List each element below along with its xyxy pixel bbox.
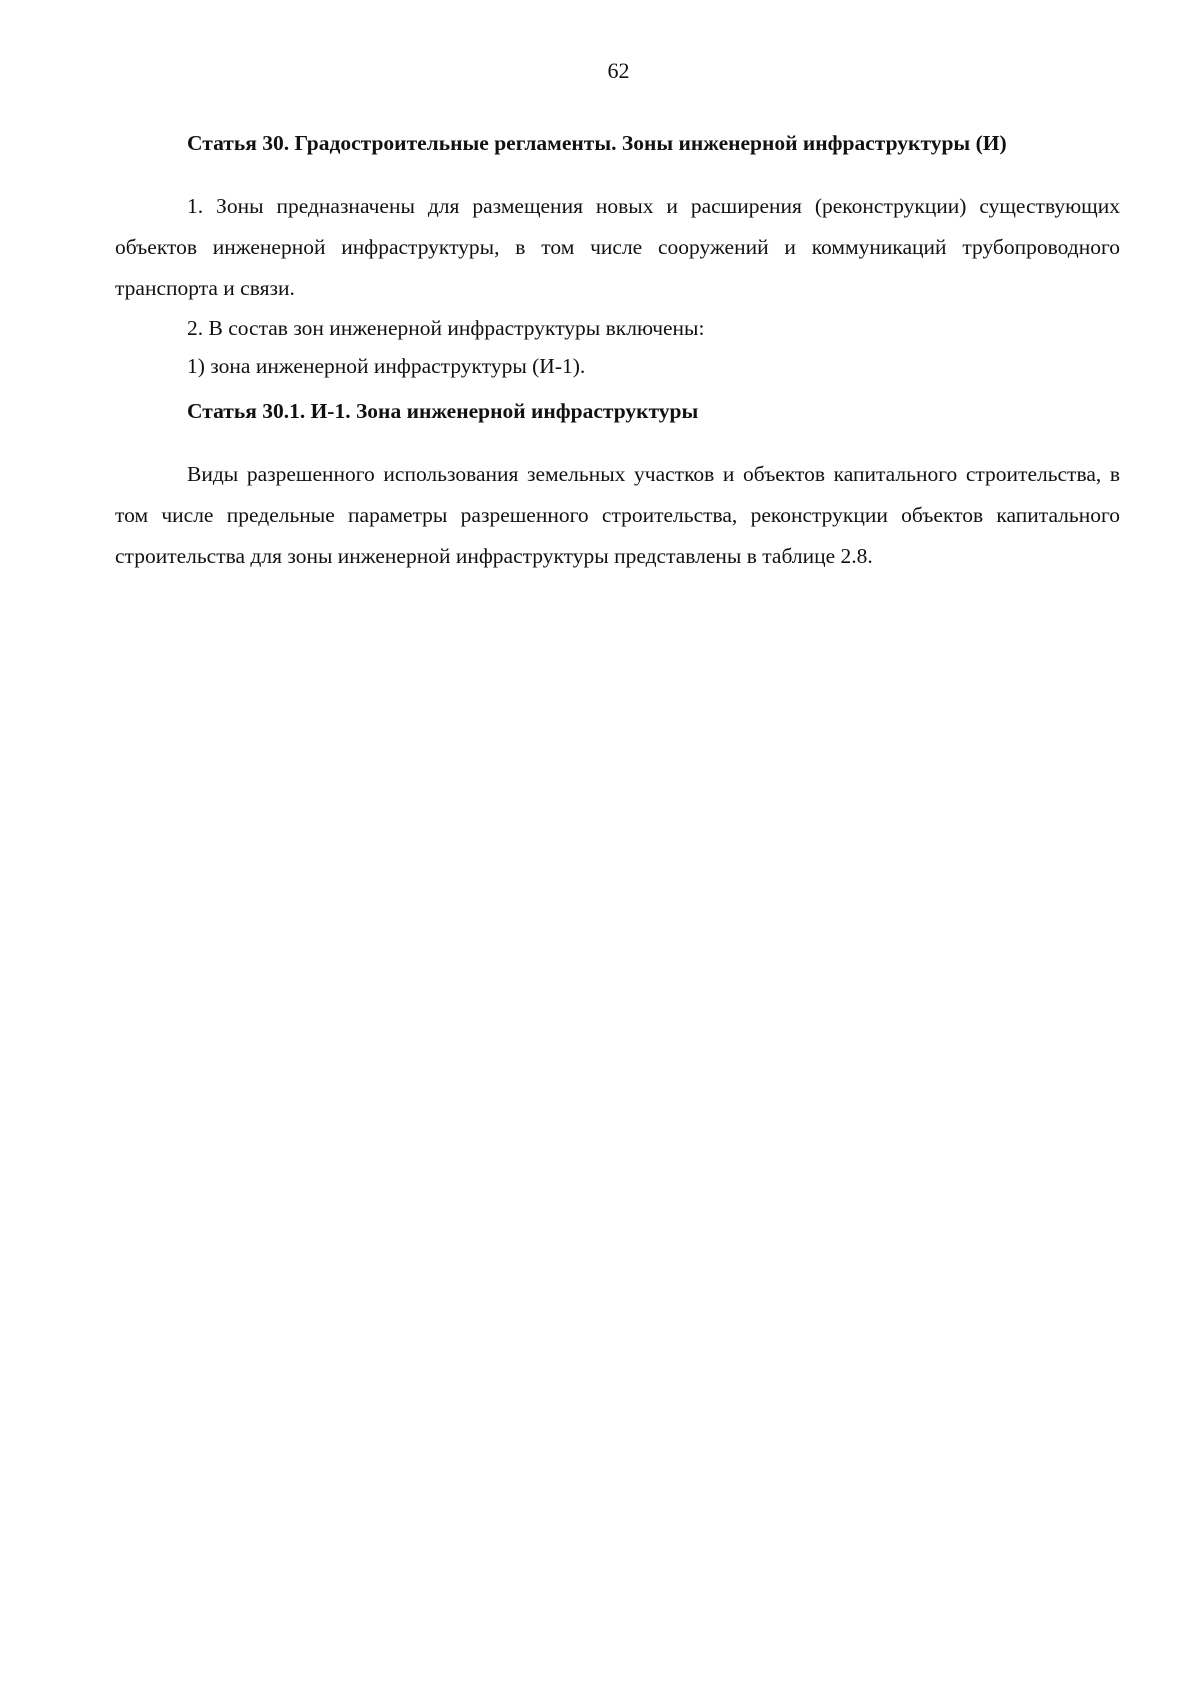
article-30-1-paragraph-1: Виды разрешенного использования земельных участков и объектов капитального строительства, в том числе предельные параметры разрешенного строительства, реконструкции объектов капитального строительства для зоны инженерной инфраструктуры представлены в таблице 2.8. [115, 462, 1120, 568]
article-30-paragraph-1: 1. Зоны предназначены для размещения новых и расширения (реконструкции) существующих объектов инженерной инфраструктуры, в том числе сооружений и коммуникаций трубопроводного транспорта и связи. [115, 194, 1120, 300]
article-30-heading: Статья 30. Градостроительные регламенты. Зоны инженерной инфраструктуры (И) [187, 131, 1007, 155]
article-30-list-item-1: 1) зона инженерной инфраструктуры (И-1). [187, 354, 586, 378]
document-body [115, 128, 1120, 577]
article-30-1-heading: Статья 30.1. И-1. Зона инженерной инфраструктуры [187, 399, 699, 423]
page-number: 62 [607, 58, 630, 83]
article-30-paragraph-2: 2. В состав зон инженерной инфраструктуры включены: [187, 316, 705, 340]
